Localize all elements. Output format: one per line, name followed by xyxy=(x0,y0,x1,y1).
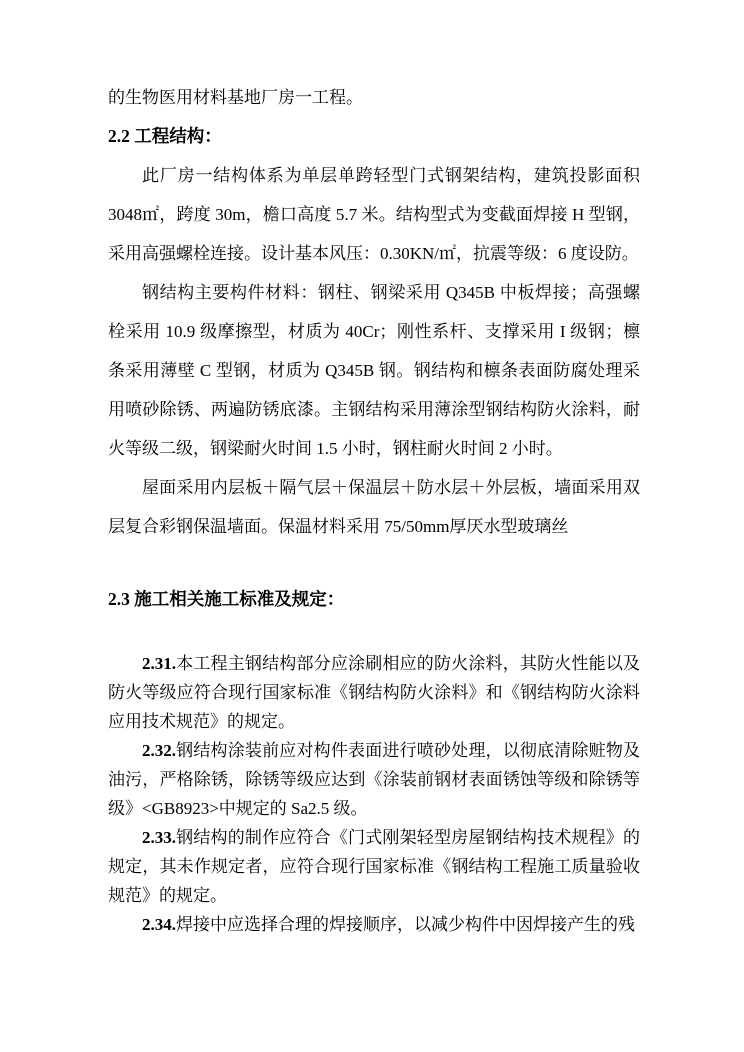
clause-2-31-text: 本工程主钢结构部分应涂刷相应的防火涂料，其防火性能以及防火等级应符合现行国家标准《钢结构防火涂料》和《钢结构防火涂料应用技术规范》的规定。 xyxy=(108,654,640,731)
paragraph-structure-overview: 此厂房一结构体系为单层单跨轻型门式钢架结构，建筑投影面积 3048㎡，跨度 30m，檐口高度 5.7 米。结构型式为变截面焊接 H 型钢，采用高强螺栓连接。设计基本风压：0.30KN/㎡，抗震等级：6 度设防。 xyxy=(108,166,640,263)
continued-paragraph: 的生物医用材料基地厂房一工程。 xyxy=(108,88,363,107)
section-2-2-heading: 2.2 工程结构： xyxy=(108,126,222,146)
paragraph-steel-materials: 钢结构主要构件材料：钢柱、钢梁采用 Q345B 中板焊接；高强螺栓采用 10.9 级摩擦型，材质为 40Cr；刚性系杆、支撑采用 I 级钢；檩条采用薄壁 C 型钢，材质为 Q345B 钢。钢结构和檩条表面防腐处理采用喷砂除锈、两遍防锈底漆。主钢结构采用薄涂型钢结构防火涂料，耐火等级二级，钢梁耐火时间 1.5 小时，钢柱耐火时间 2 小时。 xyxy=(108,283,640,458)
clause-2-33 xyxy=(108,823,640,910)
clause-2-31-number: 2.31. xyxy=(142,654,176,673)
clause-2-33-number: 2.33. xyxy=(142,828,176,847)
clause-2-32-number: 2.32. xyxy=(142,741,176,760)
clause-2-31 xyxy=(108,649,640,736)
section-2-3-heading: 2.3 施工相关施工标准及规定： xyxy=(108,589,345,609)
clause-list xyxy=(108,649,640,939)
clause-2-32 xyxy=(108,736,640,823)
clause-2-34-text: 焊接中应选择合理的焊接顺序，以减少构件中因焊接产生的残 xyxy=(176,915,635,934)
clause-2-32-text: 钢结构涂装前应对构件表面进行喷砂处理，以彻底清除赃物及油污，严格除锈，除锈等级应达到《涂装前钢材表面锈蚀等级和除锈等级》<GB8923>中规定的 Sa2.5 级。 xyxy=(108,741,640,818)
paragraph-roof-wall: 屋面采用内层板＋隔气层＋保温层＋防水层＋外层板，墙面采用双层复合彩钢保温墙面。保温材料采用 75/50mm厚厌水型玻璃丝 xyxy=(108,478,640,536)
clause-2-34 xyxy=(108,910,640,939)
clause-2-34-number: 2.34. xyxy=(142,915,176,934)
clause-2-33-text: 钢结构的制作应符合《门式刚架轻型房屋钢结构技术规程》的规定，其未作规定者，应符合现行国家标准《钢结构工程施工质量验收规范》的规定。 xyxy=(108,828,640,905)
